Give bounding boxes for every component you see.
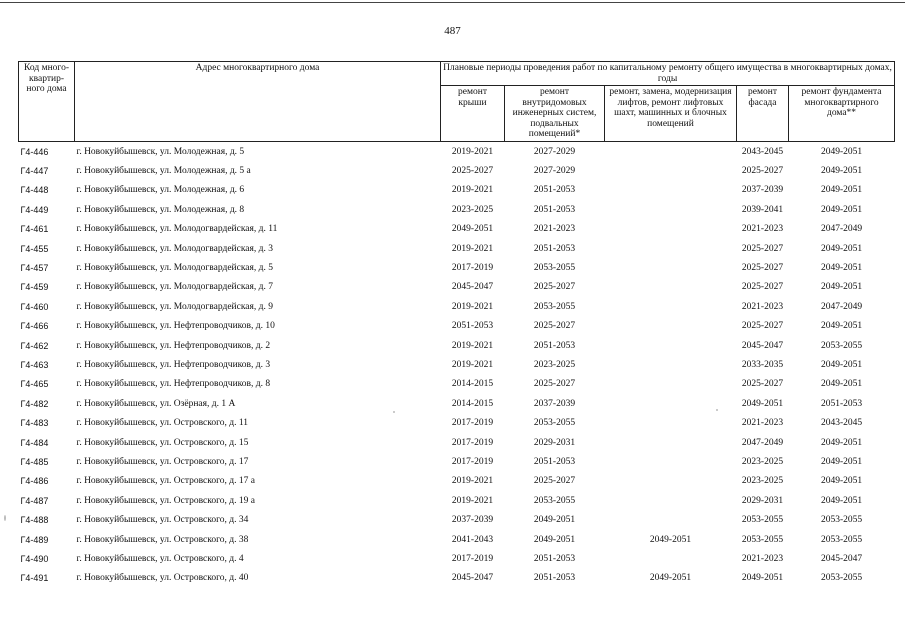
cell-elevators <box>605 141 737 162</box>
cell-roof: 2019-2021 <box>451 476 494 487</box>
cell-roof: 2049-2051 <box>451 224 494 235</box>
cell-facade: 2043-2045 <box>741 146 784 157</box>
cell-address: г. Новокуйбышевск, ул. Молодежная, д. 8 <box>76 204 245 215</box>
cell-facade: 2025-2027 <box>741 263 784 274</box>
cell-engineering: 2023-2025 <box>533 359 576 370</box>
cell-elevators <box>605 201 737 220</box>
table-row <box>19 550 895 569</box>
cell-engineering: 2025-2027 <box>533 476 576 487</box>
cell-code: Г4-490 <box>20 553 49 564</box>
cell-elevators <box>605 162 737 181</box>
header-periods: Плановые периоды проведения работ по капитальному ремонту общего имущества в многоквартирных домах, годы <box>441 62 895 86</box>
table-row <box>19 336 895 355</box>
cell-roof: 2025-2027 <box>451 166 494 177</box>
page-top-rule <box>0 2 905 3</box>
cell-engineering: 2051-2053 <box>533 243 576 254</box>
cell-code: Г4-466 <box>20 321 49 332</box>
table-row <box>19 239 895 258</box>
table-row <box>19 141 895 162</box>
page-number: 487 <box>444 25 461 37</box>
table-row <box>19 453 895 472</box>
cell-facade: 2029-2031 <box>741 495 784 506</box>
cell-roof: 2041-2043 <box>451 534 494 545</box>
table-row <box>19 220 895 239</box>
cell-roof: 2014-2015 <box>451 398 494 409</box>
cell-elevators <box>605 453 737 472</box>
cell-roof: 2019-2021 <box>451 146 494 157</box>
cell-elevators <box>605 181 737 200</box>
table-row <box>19 356 895 375</box>
cell-roof: 2045-2047 <box>451 282 494 293</box>
cell-foundation: 2049-2051 <box>820 437 863 448</box>
cell-address: г. Новокуйбышевск, ул. Нефтепроводчиков, д. 8 <box>76 379 271 390</box>
cell-engineering: 2049-2051 <box>533 515 576 526</box>
cell-engineering: 2029-2031 <box>533 437 576 448</box>
cell-elevators <box>605 336 737 355</box>
cell-engineering: 2027-2029 <box>533 166 576 177</box>
cell-foundation: 2049-2051 <box>820 263 863 274</box>
cell-facade: 2021-2023 <box>741 301 784 312</box>
header-facade: ремонт фасада <box>737 86 789 142</box>
cell-facade: 2021-2023 <box>741 553 784 564</box>
cell-foundation: 2049-2051 <box>820 243 863 254</box>
table-row <box>19 433 895 452</box>
cell-code: Г4-462 <box>20 340 49 351</box>
cell-foundation: 2049-2051 <box>820 379 863 390</box>
cell-elevators <box>605 220 737 239</box>
table-row <box>19 259 895 278</box>
cell-foundation: 2047-2049 <box>820 224 863 235</box>
cell-address: г. Новокуйбышевск, ул. Островского, д. 4 <box>76 553 244 564</box>
cell-foundation: 2049-2051 <box>820 456 863 467</box>
cell-roof: 2019-2021 <box>451 359 494 370</box>
table-row <box>19 569 895 588</box>
table-row <box>19 278 895 297</box>
cell-engineering: 2037-2039 <box>533 398 576 409</box>
cell-elevators: 2049-2051 <box>649 573 692 584</box>
cell-code: Г4-489 <box>20 534 49 545</box>
cell-code: Г4-463 <box>20 359 49 370</box>
cell-code: Г4-447 <box>20 166 49 177</box>
table-row <box>19 162 895 181</box>
cell-roof: 2019-2021 <box>451 495 494 506</box>
cell-engineering: 2053-2055 <box>533 263 576 274</box>
cell-code: Г4-488 <box>20 515 49 526</box>
cell-address: г. Новокуйбышевск, ул. Молодогвардейская, д. 9 <box>76 301 273 312</box>
cell-code: Г4-460 <box>20 301 49 312</box>
cell-engineering: 2051-2053 <box>533 553 576 564</box>
cell-address: г. Новокуйбышевск, ул. Молодогвардейская, д. 5 <box>76 263 273 274</box>
cell-code: Г4-486 <box>20 476 49 487</box>
cell-facade: 2053-2055 <box>741 534 784 545</box>
cell-address: г. Новокуйбышевск, ул. Озёрная, д. 1 А <box>76 398 236 409</box>
cell-engineering: 2049-2051 <box>533 534 576 545</box>
table-row <box>19 472 895 491</box>
cell-address: г. Новокуйбышевск, ул. Островского, д. 17 <box>76 456 249 467</box>
cell-code: Г4-483 <box>20 418 49 429</box>
cell-roof: 2037-2039 <box>451 515 494 526</box>
cell-elevators <box>605 317 737 336</box>
cell-engineering: 2051-2053 <box>533 340 576 351</box>
table-row <box>19 530 895 549</box>
cell-engineering: 2025-2027 <box>533 379 576 390</box>
cell-engineering: 2025-2027 <box>533 282 576 293</box>
scan-speck <box>4 515 6 521</box>
cell-elevators <box>605 395 737 414</box>
cell-roof: 2017-2019 <box>451 263 494 274</box>
cell-roof: 2051-2053 <box>451 321 494 332</box>
cell-address: г. Новокуйбышевск, ул. Молодогвардейская, д. 11 <box>76 224 278 235</box>
table-row <box>19 375 895 394</box>
cell-code: Г4-465 <box>20 379 49 390</box>
cell-elevators <box>605 472 737 491</box>
cell-address: г. Новокуйбышевск, ул. Нефтепроводчиков, д. 2 <box>76 340 271 351</box>
header-elevators: ремонт, замена, модернизация лифтов, ремонт лифтовых шахт, машинных и блочных помещений <box>605 86 737 142</box>
cell-address: г. Новокуйбышевск, ул. Островского, д. 11 <box>76 418 249 429</box>
header-engineering: ремонт внутридомовых инженерных систем, подвальных помещений* <box>505 86 605 142</box>
cell-roof: 2019-2021 <box>451 340 494 351</box>
cell-code: Г4-491 <box>20 573 49 584</box>
scan-speck <box>716 409 718 411</box>
cell-elevators <box>605 550 737 569</box>
cell-facade: 2033-2035 <box>741 359 784 370</box>
repair-schedule-table <box>18 61 895 588</box>
cell-code: Г4-487 <box>20 495 49 506</box>
cell-elevators <box>605 433 737 452</box>
cell-facade: 2023-2025 <box>741 476 784 487</box>
cell-facade: 2025-2027 <box>741 166 784 177</box>
cell-roof: 2019-2021 <box>451 301 494 312</box>
cell-address: г. Новокуйбышевск, ул. Островского, д. 17 а <box>76 476 255 487</box>
cell-roof: 2019-2021 <box>451 243 494 254</box>
cell-foundation: 2043-2045 <box>820 418 863 429</box>
cell-engineering: 2051-2053 <box>533 456 576 467</box>
cell-foundation: 2051-2053 <box>820 398 863 409</box>
cell-facade: 2053-2055 <box>741 515 784 526</box>
cell-foundation: 2045-2047 <box>820 553 863 564</box>
cell-foundation: 2049-2051 <box>820 476 863 487</box>
cell-address: г. Новокуйбышевск, ул. Островского, д. 19 а <box>76 495 255 506</box>
cell-address: г. Новокуйбышевск, ул. Молодежная, д. 5 <box>76 146 245 157</box>
cell-foundation: 2049-2051 <box>820 166 863 177</box>
cell-engineering: 2051-2053 <box>533 204 576 215</box>
cell-code: Г4-449 <box>20 204 49 215</box>
cell-roof: 2014-2015 <box>451 379 494 390</box>
table-body <box>19 141 895 588</box>
cell-roof: 2017-2019 <box>451 553 494 564</box>
cell-facade: 2039-2041 <box>741 204 784 215</box>
cell-roof: 2017-2019 <box>451 437 494 448</box>
cell-foundation: 2049-2051 <box>820 282 863 293</box>
cell-address: г. Новокуйбышевск, ул. Молодежная, д. 6 <box>76 185 245 196</box>
cell-elevators <box>605 492 737 511</box>
table-row <box>19 317 895 336</box>
cell-facade: 2025-2027 <box>741 243 784 254</box>
table-row <box>19 298 895 317</box>
cell-engineering: 2051-2053 <box>533 573 576 584</box>
cell-code: Г4-482 <box>20 398 49 409</box>
cell-facade: 2049-2051 <box>741 398 784 409</box>
header-code: Код много-квартир-ного дома <box>19 62 75 142</box>
cell-code: Г4-448 <box>20 185 49 196</box>
cell-facade: 2045-2047 <box>741 340 784 351</box>
cell-roof: 2019-2021 <box>451 185 494 196</box>
cell-foundation: 2049-2051 <box>820 495 863 506</box>
scan-speck <box>393 411 395 413</box>
cell-foundation: 2049-2051 <box>820 185 863 196</box>
cell-code: Г4-485 <box>20 456 49 467</box>
table-row <box>19 181 895 200</box>
cell-address: г. Новокуйбышевск, ул. Островского, д. 38 <box>76 534 249 545</box>
cell-roof: 2045-2047 <box>451 573 494 584</box>
cell-code: Г4-461 <box>20 224 49 235</box>
cell-engineering: 2027-2029 <box>533 146 576 157</box>
table-row <box>19 414 895 433</box>
cell-address: г. Новокуйбышевск, ул. Молодежная, д. 5 а <box>76 166 251 177</box>
cell-foundation: 2053-2055 <box>820 573 863 584</box>
cell-foundation: 2053-2055 <box>820 534 863 545</box>
header-foundation: ремонт фундамента многоквартирного дома** <box>789 86 895 142</box>
cell-elevators: 2049-2051 <box>649 534 692 545</box>
cell-engineering: 2053-2055 <box>533 418 576 429</box>
cell-facade: 2023-2025 <box>741 456 784 467</box>
cell-roof: 2017-2019 <box>451 418 494 429</box>
cell-elevators <box>605 511 737 530</box>
cell-engineering: 2053-2055 <box>533 301 576 312</box>
table-row <box>19 395 895 414</box>
cell-foundation: 2049-2051 <box>820 204 863 215</box>
cell-code: Г4-484 <box>20 437 49 448</box>
cell-engineering: 2025-2027 <box>533 321 576 332</box>
header-roof: ремонт крыши <box>441 86 505 142</box>
cell-engineering: 2021-2023 <box>533 224 576 235</box>
cell-facade: 2025-2027 <box>741 282 784 293</box>
cell-foundation: 2053-2055 <box>820 340 863 351</box>
cell-foundation: 2049-2051 <box>820 321 863 332</box>
cell-facade: 2025-2027 <box>741 379 784 390</box>
cell-elevators <box>605 375 737 394</box>
cell-address: г. Новокуйбышевск, ул. Нефтепроводчиков, д. 10 <box>76 321 275 332</box>
cell-facade: 2021-2023 <box>741 224 784 235</box>
cell-address: г. Новокуйбышевск, ул. Островского, д. 15 <box>76 437 249 448</box>
cell-address: г. Новокуйбышевск, ул. Молодогвардейская, д. 7 <box>76 282 273 293</box>
cell-engineering: 2051-2053 <box>533 185 576 196</box>
cell-elevators <box>605 259 737 278</box>
cell-address: г. Новокуйбышевск, ул. Островского, д. 34 <box>76 515 249 526</box>
cell-code: Г4-446 <box>20 146 49 157</box>
cell-roof: 2023-2025 <box>451 204 494 215</box>
cell-facade: 2021-2023 <box>741 418 784 429</box>
cell-elevators <box>605 414 737 433</box>
cell-facade: 2025-2027 <box>741 321 784 332</box>
cell-address: г. Новокуйбышевск, ул. Островского, д. 40 <box>76 573 249 584</box>
cell-address: г. Новокуйбышевск, ул. Молодогвардейская, д. 3 <box>76 243 273 254</box>
cell-foundation: 2053-2055 <box>820 515 863 526</box>
cell-elevators <box>605 278 737 297</box>
cell-elevators <box>605 298 737 317</box>
cell-foundation: 2047-2049 <box>820 301 863 312</box>
cell-facade: 2047-2049 <box>741 437 784 448</box>
cell-code: Г4-455 <box>20 243 49 254</box>
cell-code: Г4-459 <box>20 282 49 293</box>
cell-roof: 2017-2019 <box>451 456 494 467</box>
table-row <box>19 492 895 511</box>
cell-engineering: 2053-2055 <box>533 495 576 506</box>
cell-foundation: 2049-2051 <box>820 359 863 370</box>
cell-elevators <box>605 239 737 258</box>
table-row <box>19 511 895 530</box>
table-header <box>19 62 895 142</box>
cell-address: г. Новокуйбышевск, ул. Нефтепроводчиков, д. 3 <box>76 359 271 370</box>
cell-elevators <box>605 356 737 375</box>
cell-foundation: 2049-2051 <box>820 146 863 157</box>
cell-code: Г4-457 <box>20 263 49 274</box>
cell-facade: 2037-2039 <box>741 185 784 196</box>
cell-facade: 2049-2051 <box>741 573 784 584</box>
header-address: Адрес многоквартирного дома <box>75 62 441 142</box>
table-row <box>19 201 895 220</box>
